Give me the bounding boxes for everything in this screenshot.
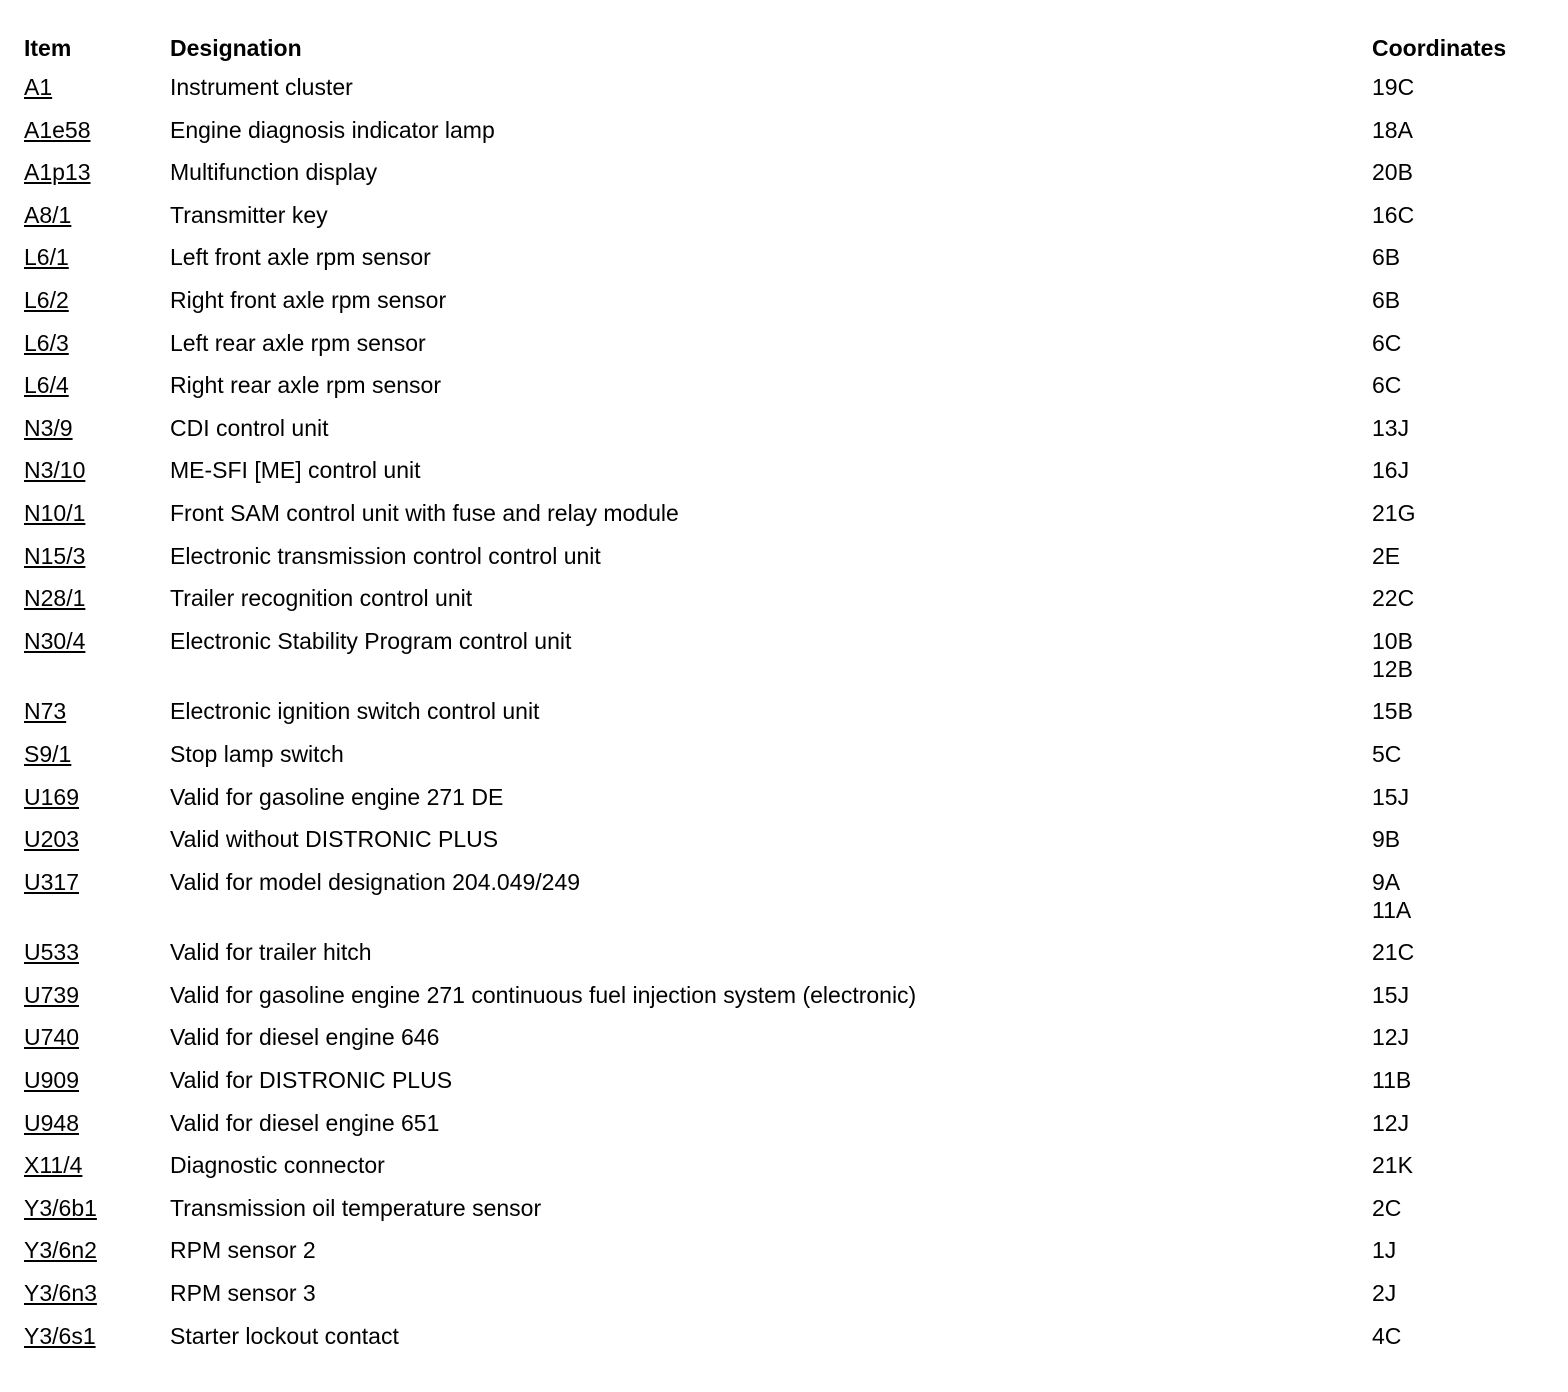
designation-cell: Engine diagnosis indicator lamp bbox=[170, 116, 495, 143]
coordinates-cell bbox=[1372, 279, 1544, 322]
designation-cell: Right front axle rpm sensor bbox=[170, 286, 447, 313]
table-row bbox=[24, 279, 1544, 322]
item-cell bbox=[24, 1187, 170, 1230]
item-cell bbox=[24, 322, 170, 365]
designation-cell: Electronic Stability Program control unit bbox=[170, 627, 572, 654]
item-link[interactable]: L6/4 bbox=[24, 372, 69, 399]
item-link[interactable]: A8/1 bbox=[24, 201, 72, 228]
item-cell bbox=[24, 577, 170, 620]
item-link[interactable]: U203 bbox=[24, 826, 79, 853]
coordinate-value: 10B bbox=[1372, 627, 1413, 654]
designation-cell: Starter lockout contact bbox=[170, 1322, 399, 1349]
item-cell bbox=[24, 407, 170, 450]
coordinates-cell bbox=[1372, 1272, 1544, 1315]
table-row bbox=[24, 733, 1544, 776]
item-link[interactable]: N3/10 bbox=[24, 457, 86, 484]
coordinates-cell bbox=[1372, 1102, 1544, 1145]
table-row bbox=[24, 407, 1544, 450]
designation-cell: Left rear axle rpm sensor bbox=[170, 329, 426, 356]
item-link[interactable]: U739 bbox=[24, 981, 79, 1008]
item-cell bbox=[24, 733, 170, 776]
table-row bbox=[24, 492, 1544, 535]
coordinates-cell bbox=[1372, 1187, 1544, 1230]
item-cell bbox=[24, 151, 170, 194]
coordinates-cell bbox=[1372, 364, 1544, 407]
item-cell bbox=[24, 861, 170, 932]
item-link[interactable]: N10/1 bbox=[24, 499, 86, 526]
table-row bbox=[24, 236, 1544, 279]
item-link[interactable]: L6/2 bbox=[24, 286, 69, 313]
coordinates-cell bbox=[1372, 407, 1544, 450]
designation-cell: Valid for model designation 204.049/249 bbox=[170, 868, 581, 895]
coordinate-value: 22C bbox=[1372, 585, 1415, 612]
item-cell bbox=[24, 620, 170, 691]
coordinate-value: 1J bbox=[1372, 1237, 1397, 1264]
coordinates-cell bbox=[1372, 620, 1544, 691]
table-row bbox=[24, 577, 1544, 620]
coordinate-value: 18A bbox=[1372, 116, 1413, 143]
designation-cell: Transmitter key bbox=[170, 201, 328, 228]
designation-cell: Diagnostic connector bbox=[170, 1152, 385, 1179]
coordinate-value: 12J bbox=[1372, 1024, 1410, 1051]
designation-cell: CDI control unit bbox=[170, 414, 329, 441]
designation-cell: Front SAM control unit with fuse and relay module bbox=[170, 499, 679, 526]
coordinate-value: 11B bbox=[1372, 1067, 1412, 1094]
coordinate-value: 5C bbox=[1372, 740, 1402, 767]
designation-cell: Valid for diesel engine 646 bbox=[170, 1024, 440, 1051]
designation-cell: RPM sensor 2 bbox=[170, 1237, 316, 1264]
coordinate-value: 6C bbox=[1372, 329, 1402, 356]
designation-cell: Valid for DISTRONIC PLUS bbox=[170, 1067, 453, 1094]
item-link[interactable]: Y3/6n2 bbox=[24, 1237, 97, 1264]
designation-cell: Transmission oil temperature sensor bbox=[170, 1194, 542, 1221]
coordinate-value: 21G bbox=[1372, 499, 1416, 526]
table-row bbox=[24, 449, 1544, 492]
coordinate-value: 4C bbox=[1372, 1322, 1402, 1349]
component-legend-table bbox=[24, 30, 1544, 1357]
item-link[interactable]: A1p13 bbox=[24, 159, 91, 186]
designation-cell: Stop lamp switch bbox=[170, 740, 344, 767]
designation-cell: Trailer recognition control unit bbox=[170, 585, 473, 612]
table-row bbox=[24, 109, 1544, 152]
coordinate-value: 9A bbox=[1372, 868, 1401, 895]
coordinate-value: 12J bbox=[1372, 1109, 1410, 1136]
item-link[interactable]: U740 bbox=[24, 1024, 79, 1051]
item-link[interactable]: A1e58 bbox=[24, 116, 91, 143]
item-link[interactable]: N73 bbox=[24, 698, 67, 725]
header-row bbox=[24, 30, 1544, 66]
item-cell bbox=[24, 931, 170, 974]
item-cell bbox=[24, 1315, 170, 1358]
table-row bbox=[24, 535, 1544, 578]
coordinate-value: 21K bbox=[1372, 1152, 1413, 1179]
coordinate-value: 15J bbox=[1372, 981, 1410, 1008]
coordinate-value: 2J bbox=[1372, 1280, 1397, 1307]
coordinate-value: 11A bbox=[1372, 896, 1412, 923]
coordinate-value: 2E bbox=[1372, 542, 1401, 569]
item-link[interactable]: L6/1 bbox=[24, 244, 69, 271]
table-row bbox=[24, 1315, 1544, 1358]
item-cell bbox=[24, 974, 170, 1017]
designation-cell: Left front axle rpm sensor bbox=[170, 244, 431, 271]
coordinate-value: 20B bbox=[1372, 159, 1413, 186]
designation-cell: Valid without DISTRONIC PLUS bbox=[170, 826, 499, 853]
designation-cell: Electronic transmission control control unit bbox=[170, 542, 601, 569]
coordinate-value: 2C bbox=[1372, 1194, 1402, 1221]
item-cell bbox=[24, 109, 170, 152]
coordinates-cell bbox=[1372, 577, 1544, 620]
coordinate-value: 15B bbox=[1372, 698, 1413, 725]
item-link[interactable]: U317 bbox=[24, 868, 79, 895]
table-row bbox=[24, 1187, 1544, 1230]
coordinates-cell bbox=[1372, 194, 1544, 237]
table-row bbox=[24, 931, 1544, 974]
table-row bbox=[24, 151, 1544, 194]
item-link[interactable]: U909 bbox=[24, 1067, 79, 1094]
designation-cell: Valid for gasoline engine 271 DE bbox=[170, 783, 504, 810]
coordinates-cell bbox=[1372, 733, 1544, 776]
coordinates-cell bbox=[1372, 66, 1544, 109]
coordinates-cell bbox=[1372, 776, 1544, 819]
coordinates-cell bbox=[1372, 1144, 1544, 1187]
item-cell bbox=[24, 364, 170, 407]
coordinate-value: 6B bbox=[1372, 244, 1401, 271]
coordinate-value: 16J bbox=[1372, 457, 1410, 484]
table-row bbox=[24, 620, 1544, 691]
item-cell bbox=[24, 1102, 170, 1145]
table-row bbox=[24, 1144, 1544, 1187]
table-row bbox=[24, 1059, 1544, 1102]
legend-body bbox=[24, 66, 1544, 1357]
designation-column-header: Designation bbox=[170, 35, 302, 61]
coordinates-cell bbox=[1372, 151, 1544, 194]
item-link[interactable]: U169 bbox=[24, 783, 79, 810]
coordinates-cell bbox=[1372, 818, 1544, 861]
table-row bbox=[24, 861, 1544, 932]
item-cell bbox=[24, 1229, 170, 1272]
designation-cell: Valid for gasoline engine 271 continuous fuel injection system (electronic) bbox=[170, 981, 917, 1008]
item-cell bbox=[24, 449, 170, 492]
item-link[interactable]: A1 bbox=[24, 74, 53, 100]
coordinate-value: 13J bbox=[1372, 414, 1410, 441]
item-cell bbox=[24, 818, 170, 861]
coordinate-value: 12B bbox=[1372, 655, 1413, 682]
coordinate-value: 6C bbox=[1372, 372, 1402, 399]
coordinate-value: 6B bbox=[1372, 286, 1401, 313]
coordinates-cell bbox=[1372, 1016, 1544, 1059]
item-link[interactable]: N3/9 bbox=[24, 414, 73, 441]
table-row bbox=[24, 974, 1544, 1017]
table-row bbox=[24, 66, 1544, 109]
item-cell bbox=[24, 1144, 170, 1187]
item-column-header: Item bbox=[24, 35, 72, 61]
coordinates-cell bbox=[1372, 974, 1544, 1017]
table-row bbox=[24, 194, 1544, 237]
coordinates-column-header: Coordinates bbox=[1372, 35, 1507, 61]
table-row bbox=[24, 1229, 1544, 1272]
item-cell bbox=[24, 535, 170, 578]
item-link[interactable]: Y3/6s1 bbox=[24, 1322, 96, 1349]
coordinates-cell bbox=[1372, 861, 1544, 932]
table-row bbox=[24, 1102, 1544, 1145]
coordinates-cell bbox=[1372, 931, 1544, 974]
designation-cell: Instrument cluster bbox=[170, 74, 353, 100]
item-cell bbox=[24, 690, 170, 733]
coordinate-value: 9B bbox=[1372, 826, 1401, 853]
coordinates-cell bbox=[1372, 1059, 1544, 1102]
table-row bbox=[24, 1016, 1544, 1059]
coordinates-cell bbox=[1372, 236, 1544, 279]
item-cell bbox=[24, 776, 170, 819]
item-link[interactable]: N28/1 bbox=[24, 585, 86, 612]
coordinate-value: 16C bbox=[1372, 201, 1415, 228]
item-link[interactable]: L6/3 bbox=[24, 329, 69, 356]
item-cell bbox=[24, 1016, 170, 1059]
item-link[interactable]: N30/4 bbox=[24, 627, 86, 654]
item-link[interactable]: Y3/6b1 bbox=[24, 1194, 97, 1221]
coordinate-value: 19C bbox=[1372, 74, 1415, 100]
coordinates-cell bbox=[1372, 690, 1544, 733]
table-row bbox=[24, 690, 1544, 733]
table-row bbox=[24, 1272, 1544, 1315]
item-link[interactable]: S9/1 bbox=[24, 740, 72, 767]
coordinates-cell bbox=[1372, 449, 1544, 492]
coordinates-cell bbox=[1372, 1315, 1544, 1358]
coordinates-cell bbox=[1372, 322, 1544, 365]
item-cell bbox=[24, 1272, 170, 1315]
coordinates-cell bbox=[1372, 109, 1544, 152]
table-row bbox=[24, 818, 1544, 861]
item-link[interactable]: X11/4 bbox=[24, 1152, 83, 1179]
designation-cell: Multifunction display bbox=[170, 159, 378, 186]
table-row bbox=[24, 776, 1544, 819]
item-cell bbox=[24, 1059, 170, 1102]
item-link[interactable]: N15/3 bbox=[24, 542, 86, 569]
designation-cell: Valid for diesel engine 651 bbox=[170, 1109, 440, 1136]
coordinate-value: 21C bbox=[1372, 939, 1415, 966]
designation-cell: RPM sensor 3 bbox=[170, 1280, 316, 1307]
designation-cell: Valid for trailer hitch bbox=[170, 939, 372, 966]
coordinates-cell bbox=[1372, 1229, 1544, 1272]
coordinate-value: 15J bbox=[1372, 783, 1410, 810]
item-cell bbox=[24, 492, 170, 535]
coordinates-cell bbox=[1372, 535, 1544, 578]
designation-cell: Right rear axle rpm sensor bbox=[170, 372, 441, 399]
item-cell bbox=[24, 66, 170, 109]
table-row bbox=[24, 364, 1544, 407]
item-link[interactable]: U948 bbox=[24, 1109, 79, 1136]
designation-cell: ME-SFI [ME] control unit bbox=[170, 457, 421, 484]
item-cell bbox=[24, 279, 170, 322]
item-cell bbox=[24, 236, 170, 279]
table-row bbox=[24, 322, 1544, 365]
coordinates-cell bbox=[1372, 492, 1544, 535]
item-link[interactable]: U533 bbox=[24, 939, 79, 966]
designation-cell: Electronic ignition switch control unit bbox=[170, 698, 540, 725]
item-link[interactable]: Y3/6n3 bbox=[24, 1280, 97, 1307]
item-cell bbox=[24, 194, 170, 237]
